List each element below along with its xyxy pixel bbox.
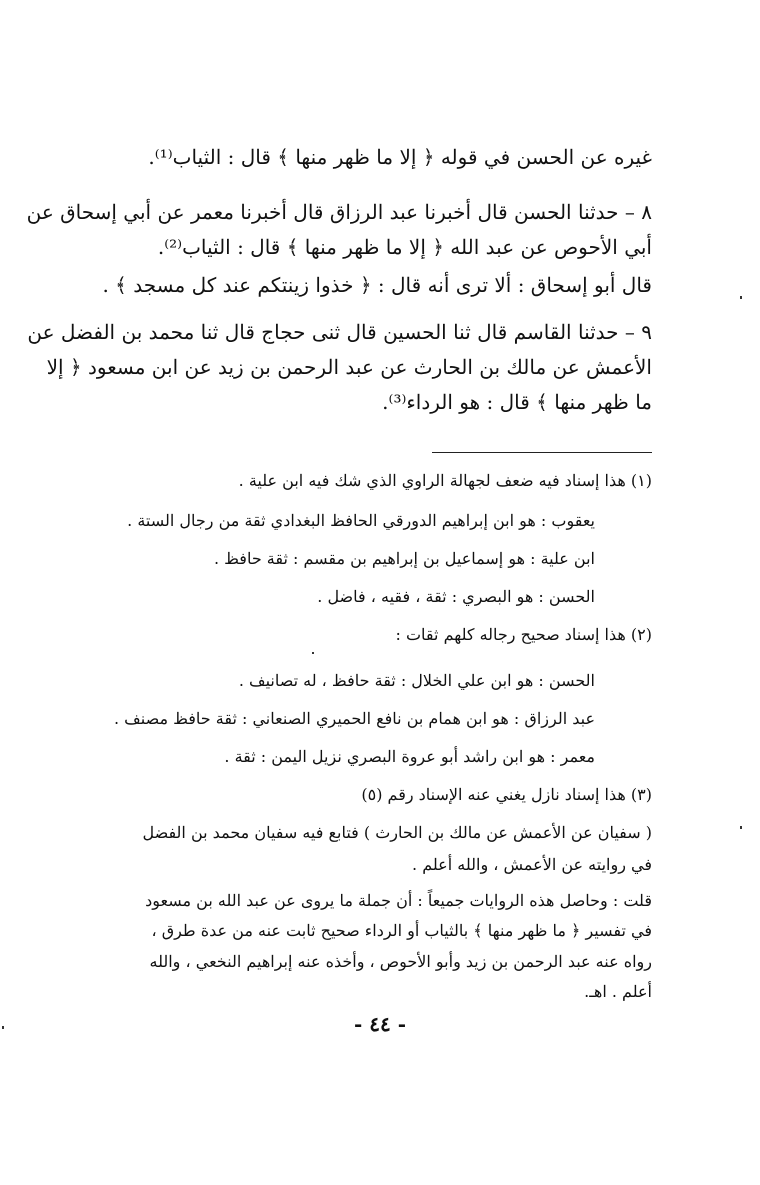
main-text-line: ما ظهر منها ﴾ قال : هو الرداء⁽³⁾. [382, 390, 652, 414]
footnote-line: معمر : هو ابن راشد أبو عروة البصري نزيل اليمن : ثقة . [224, 747, 595, 766]
footnote-line: ( سفيان عن الأعمش عن مالك بن الحارث ) فتابع فيه سفيان محمد بن الفضل [142, 823, 652, 842]
scan-speck [740, 826, 742, 829]
footnote-line: في روايته عن الأعمش ، والله أعلم . [412, 855, 652, 874]
footnote-separator [432, 452, 652, 453]
footnote-line: الحسن : هو البصري : ثقة ، فقيه ، فاضل . [317, 587, 595, 606]
footnote-line: ابن علية : هو إسماعيل بن إبراهيم بن مقسم : ثقة حافظ . [213, 549, 595, 568]
page-number: - ٤٤ - [353, 1012, 406, 1036]
footnote-line: عبد الرزاق : هو ابن همام بن نافع الحميري الصنعاني : ثقة حافظ مصنف . [114, 709, 595, 728]
main-text-line: غيره عن الحسن في قوله ﴿ إلا ما ظهر منها ﴾ قال : الثياب⁽¹⁾. [148, 145, 652, 169]
footnote-line: قلت : وحاصل هذه الروايات جميعاً : أن جملة ما يروى عن عبد الله بن مسعود [145, 891, 652, 910]
main-text-line: قال أبو إسحاق : ألا ترى أنه قال : ﴿ خذوا زينتكم عند كل مسجد ﴾ . [102, 273, 652, 297]
main-text-line: الأعمش عن مالك بن الحارث عن عبد الرحمن بن زيد عن ابن مسعود ﴿ إلا [46, 355, 652, 379]
main-text-line: ٩ – حدثنا القاسم قال ثنا الحسين قال ثنى حجاج قال ثنا محمد بن الفضل عن [27, 320, 652, 344]
footnote-line: الحسن : هو ابن علي الخلال : ثقة حافظ ، له تصانيف . [238, 671, 595, 690]
footnote-line: رواه عنه عبد الرحمن بن زيد وأبو الأحوص ، وأخذه عنه إبراهيم النخعي ، والله [149, 952, 652, 971]
scan-speck [740, 296, 742, 299]
footnote-line: (٣) هذا إسناد نازل يغني عنه الإسناد رقم (٥) [361, 785, 652, 804]
scan-speck [2, 1026, 4, 1029]
footnote-line: أعلم . اهـ. [584, 982, 652, 1001]
main-text-line: أبي الأحوص عن عبد الله ﴿ إلا ما ظهر منها ﴾ قال : الثياب⁽²⁾. [157, 235, 652, 259]
scan-speck [312, 652, 314, 654]
footnote-line: (١) هذا إسناد فيه ضعف لجهالة الراوي الذي شك فيه ابن علية . [238, 471, 652, 490]
footnote-line: في تفسير ﴿ ما ظهر منها ﴾ بالثياب أو الرداء صحيح ثابت عنه من عدة طرق ، [151, 921, 652, 940]
footnote-line: يعقوب : هو ابن إبراهيم الدورقي الحافظ البغدادي ثقة من رجال الستة . [127, 511, 595, 530]
footnote-line: (٢) هذا إسناد صحيح رجاله كلهم ثقات : [395, 625, 652, 644]
main-text-line: ٨ – حدثنا الحسن قال أخبرنا عبد الرزاق قال أخبرنا معمر عن أبي إسحاق عن [26, 200, 652, 224]
